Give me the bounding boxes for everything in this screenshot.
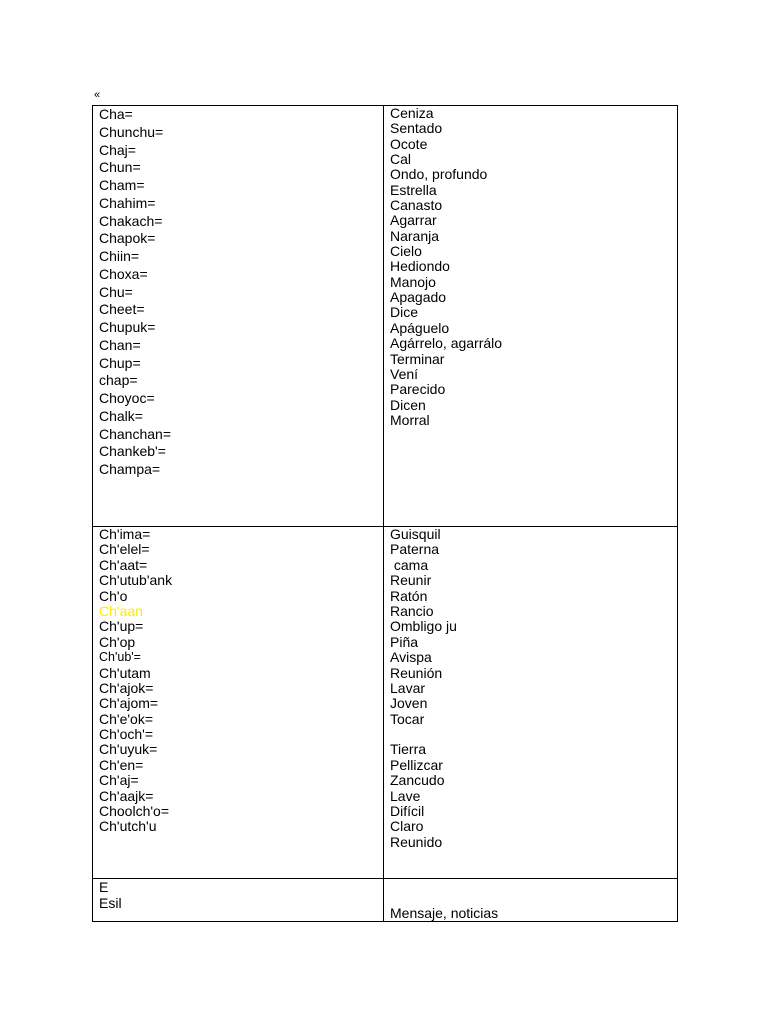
translation: Zancudo	[390, 772, 445, 789]
term-cell	[93, 527, 384, 879]
table-row	[93, 527, 678, 879]
translation: Piña	[390, 633, 419, 650]
term: Ch'ima=	[99, 526, 151, 542]
term: Ch'utam	[99, 664, 151, 681]
table-row	[93, 879, 678, 922]
translation: Difícil	[390, 803, 425, 820]
term-cell	[93, 106, 384, 527]
translation: Mensaje, noticias	[390, 905, 499, 921]
term: chap=	[99, 372, 138, 389]
term: Chakach=	[99, 212, 163, 229]
vocabulary-table	[92, 105, 678, 922]
translation: Canasto	[390, 197, 443, 214]
term: Ch'ub'=	[99, 650, 141, 665]
term: Ch'aajk=	[99, 787, 154, 804]
translation: Cal	[390, 151, 412, 168]
translation: Tierra	[390, 741, 427, 758]
term: Ch'och'=	[99, 726, 153, 743]
translation: Terminar	[390, 350, 445, 367]
term: Chiin=	[99, 248, 140, 264]
term: Champa=	[99, 461, 161, 477]
term: Cha=	[99, 106, 133, 122]
blank-line	[390, 727, 671, 742]
term: Ch'o	[99, 587, 128, 604]
term: Ch'uyuk=	[99, 741, 158, 758]
term: Chapok=	[99, 230, 156, 247]
translation: Claro	[390, 818, 424, 835]
translation: Ondo, profundo	[390, 166, 488, 183]
translation-cell	[384, 527, 678, 879]
quote-mark: «	[94, 89, 101, 101]
translation: Rancio	[390, 602, 434, 619]
translation: Joven	[390, 695, 428, 712]
term: Ch'up=	[99, 618, 144, 635]
translation: Parecido	[390, 381, 446, 398]
term: Chanchan=	[99, 425, 172, 442]
term: Cham=	[99, 177, 145, 193]
translation: Naranja	[390, 227, 440, 244]
translation: Sentado	[390, 120, 443, 137]
term: Choyoc=	[99, 390, 155, 406]
translation: Hediondo	[390, 258, 450, 275]
term: Chupuk=	[99, 319, 156, 335]
translation: Estrella	[390, 181, 437, 198]
translation: Lave	[390, 787, 421, 804]
term: Ch'utub'ank	[99, 572, 173, 589]
term: Chan=	[99, 336, 141, 353]
term: Ch'aj=	[99, 772, 139, 789]
translation: Vení	[390, 365, 419, 382]
translation: Reunión	[390, 664, 443, 681]
term: Chup=	[99, 354, 141, 371]
translation: Ocote	[390, 135, 428, 152]
translation: Avispa	[390, 649, 432, 666]
term: Ch'e'ok=	[99, 710, 153, 727]
translation: cama	[390, 556, 429, 573]
translation: Agarrar	[390, 212, 437, 229]
translation: Paterna	[390, 541, 440, 558]
term: E	[99, 879, 109, 895]
translation-cell	[384, 879, 678, 922]
translation-cell	[384, 106, 678, 527]
term: Chaj=	[99, 141, 136, 158]
translation: Guisquil	[390, 526, 441, 542]
term: Ch'aat=	[99, 556, 148, 573]
translation: Apáguelo	[390, 319, 450, 336]
translation: Pellizcar	[390, 756, 443, 773]
translation: Apagado	[390, 289, 447, 306]
translation: Tocar	[390, 710, 425, 727]
term: Ch'op	[99, 633, 136, 650]
term: Chahim=	[99, 194, 156, 211]
term: Chunchu=	[99, 123, 164, 140]
term: Ch'en=	[99, 756, 144, 773]
term: Cheet=	[99, 301, 145, 318]
translation: Dicen	[390, 396, 426, 413]
translation: Dice	[390, 304, 419, 321]
translation: Ratón	[390, 587, 428, 604]
term-cell	[93, 879, 384, 922]
translation: Ceniza	[390, 105, 434, 121]
term: Choxa=	[99, 265, 148, 282]
term: Choolch'o=	[99, 803, 169, 820]
translation: Reunir	[390, 572, 432, 589]
translation: Agárrelo, agarrálo	[390, 335, 503, 352]
term: Chankeb'=	[99, 443, 166, 460]
translation: Cielo	[390, 243, 422, 260]
term: Chalk=	[99, 407, 143, 424]
translation: Reunido	[390, 833, 443, 850]
term: Ch'ajom=	[99, 695, 159, 712]
term: Esil	[99, 895, 122, 911]
table-row	[93, 106, 678, 527]
translation: Manojo	[390, 273, 436, 290]
term: Ch'utch'u	[99, 818, 157, 835]
term: Chu=	[99, 283, 133, 300]
highlighted-term: Ch'aan	[99, 602, 143, 619]
translation: Morral	[390, 411, 430, 428]
term: Ch'elel=	[99, 541, 150, 558]
term: Chun=	[99, 159, 141, 176]
translation: Lavar	[390, 679, 426, 696]
term: Ch'ajok=	[99, 679, 154, 696]
translation: Ombligo ju	[390, 618, 457, 635]
